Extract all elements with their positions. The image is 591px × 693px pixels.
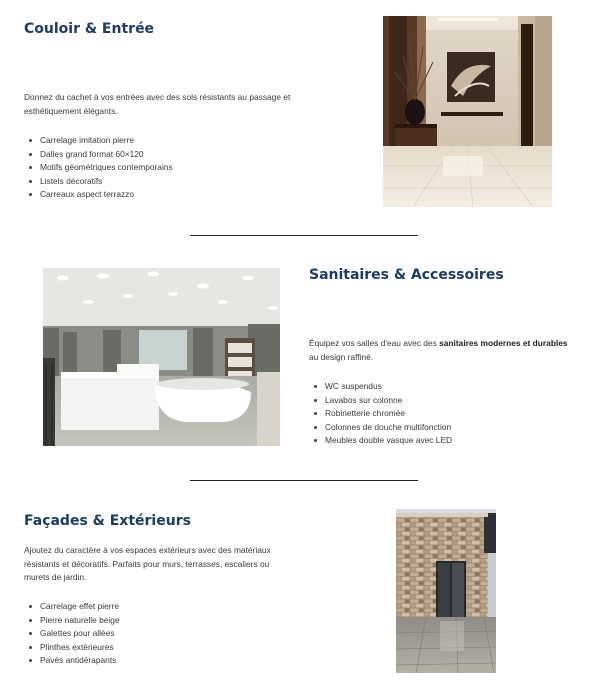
list-item: Pavés antidérapants [24, 654, 120, 668]
list-item: Carreaux aspect terrazzo [24, 188, 173, 202]
list-item: Carrelage effet pierre [24, 600, 120, 614]
list-item: Motifs géométriques contemporains [24, 161, 173, 175]
list-item: Plinthes extérieures [24, 641, 120, 655]
feature-list [24, 600, 120, 668]
list-item: Lavabos sur colonne [309, 394, 452, 408]
facade-photo [396, 509, 496, 673]
list-item: Colonnes de douche multifonction [309, 421, 452, 435]
list-item: Carrelage imitation pierre [24, 134, 173, 148]
list-item: Robinetterie chromée [309, 407, 452, 421]
list-item: Meubles double vasque avec LED [309, 434, 452, 448]
section-description: Donnez du cachet à vos entrées avec des sols résistants au passage et esthétiquement élégants. [24, 92, 291, 116]
section-description: Ajoutez du caractère à vos espaces extérieurs avec des matériaux résistants et décoratifs. Parfaits pour murs, terrasses, escaliers ou murets de jardin. [24, 545, 271, 582]
section-title: Couloir & Entrée [24, 21, 155, 37]
section-description: Équipez vos salles d'eau avec des sanitaires modernes et durables au design raffiné. [309, 338, 568, 362]
section-title: Façades & Extérieurs [24, 513, 191, 529]
list-item: Galettes pour allées [24, 627, 120, 641]
list-item: WC suspendus [309, 380, 452, 394]
list-item: Dalles grand format 60×120 [24, 148, 173, 162]
list-item: Listels décoratifs [24, 175, 173, 189]
list-item: Pierre naturelle beige [24, 614, 120, 628]
section-title: Sanitaires & Accessoires [309, 267, 504, 283]
